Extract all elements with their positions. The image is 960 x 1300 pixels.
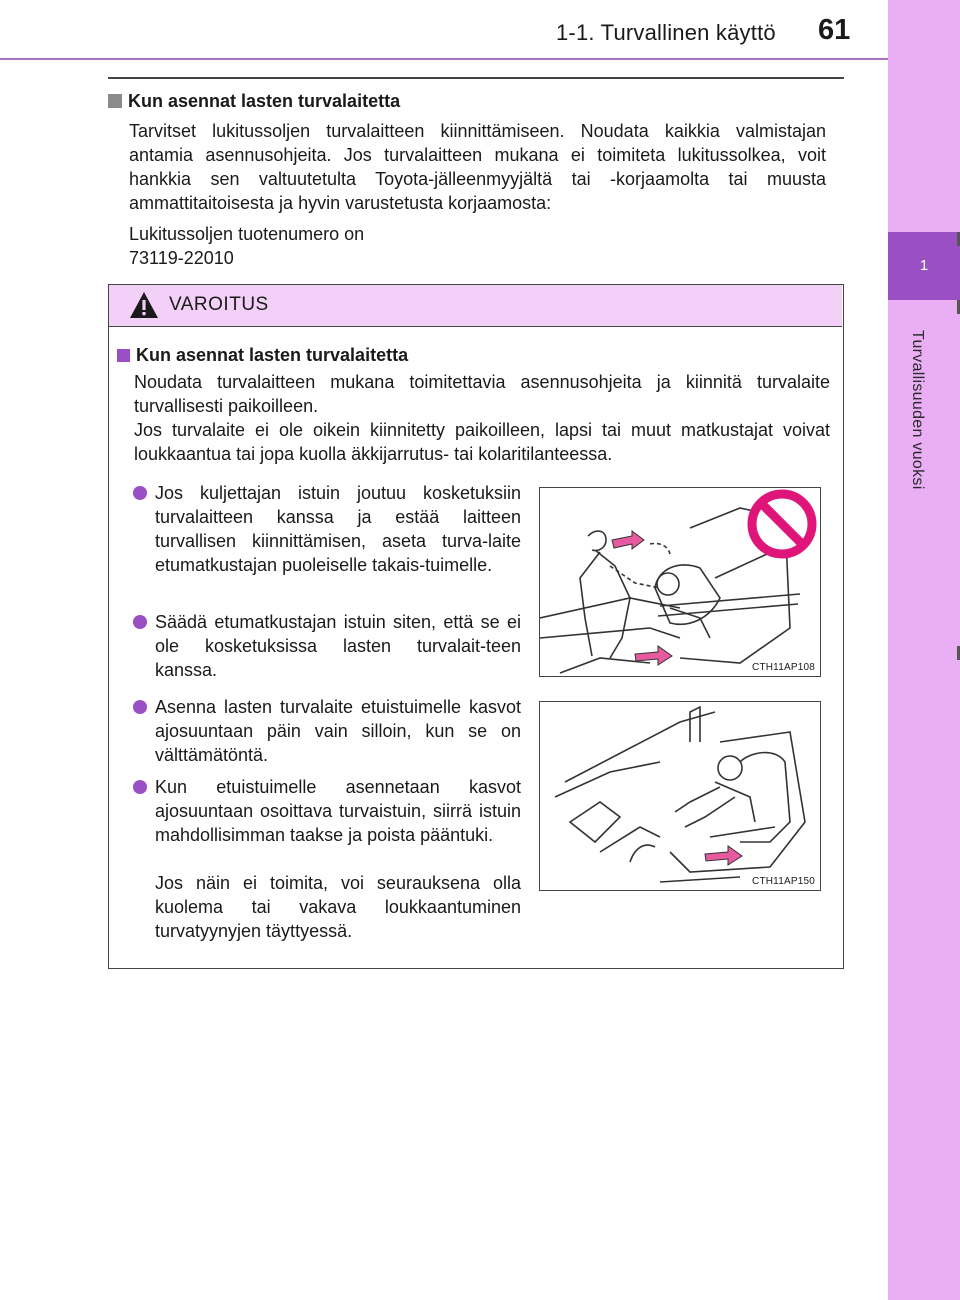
warning-box (108, 284, 844, 969)
list-item (133, 695, 521, 767)
section-heading-text: Kun asennat lasten turvalaitetta (128, 91, 401, 111)
bullet-dot-icon (133, 486, 147, 500)
figure-code: CTH11AP108 (752, 662, 815, 673)
chapter-side-tab (888, 0, 960, 1300)
list-item-text: Jos kuljettajan istuin joutuu kosketuksiin turvalaitteen kanssa ja estää laitteen turvallisen kiinnittämisen, aseta turva-laite etumatkustajan puoleiselle takais-tuimelle. (155, 483, 521, 575)
child-seat-rear-illustration (540, 488, 820, 676)
figure-child-seat-front (539, 701, 821, 891)
list-item (133, 775, 521, 847)
list-item (133, 481, 521, 577)
warning-paragraph: Noudata turvalaitteen mukana toimitettavia asennusohjeita ja kiinnitä turvalaite turvallisesti paikoilleen. (134, 372, 830, 416)
part-number: 73119-22010 (129, 248, 234, 268)
chapter-number-tab: 1 (888, 232, 960, 300)
warning-header (109, 285, 842, 327)
chapter-title: Turvallisuuden vuoksi (909, 330, 926, 490)
list-item-text: Kun etuistuimelle asennetaan kasvot ajosuuntaan osoittava turvaistuin, siirrä istuin mahdollisimman taakse ja poista pääntuki. (155, 777, 521, 845)
square-bullet-icon (117, 349, 130, 362)
header-divider (0, 58, 888, 60)
warning-paragraph: Jos turvalaite ei ole oikein kiinnitetty paikoilleen, lapsi tai muut matkustajat voivat loukkaantua tai jopa kuolla äkkijarrutus- tai kolaritilanteessa. (134, 420, 830, 464)
list-item (133, 610, 521, 682)
section-paragraph: Tarvitset lukitussoljen turvalaitteen kiinnittämiseen. Noudata kaikkia valmistajan antamia asennusohjeita. Jos turvalaitteen mukana ei toimiteta lukitussolkea, voit hankkia sen valtuutetulta Toyota-jälleenmyyjältä tai -korjaamolta tai muusta ammattitaitoisesta ja hyvin varustetusta korjaamosta: (129, 121, 826, 213)
list-item-text: Asenna lasten turvalaite etuistuimelle kasvot ajosuuntaan päin vain silloin, kun se on välttämätöntä. (155, 697, 521, 765)
warning-subheading (117, 345, 408, 366)
part-number-label: Lukitussoljen tuotenumero on (129, 224, 365, 244)
list-item-text: Säädä etumatkustajan istuin siten, että se ei ole kosketuksissa lasten turvalait-teen kanssa. (155, 612, 521, 680)
section-divider (108, 77, 844, 79)
square-bullet-icon (108, 94, 122, 108)
figure-code: CTH11AP150 (752, 876, 815, 887)
bullet-dot-icon (133, 700, 147, 714)
section-heading (108, 91, 400, 112)
bullet-dot-icon (133, 615, 147, 629)
page-section-title: 1-1. Turvallinen käyttö (556, 20, 776, 45)
warning-subheading-text: Kun asennat lasten turvalaitetta (136, 345, 409, 365)
warning-title: VAROITUS (169, 294, 269, 315)
figure-child-seat-rear (539, 487, 821, 677)
child-seat-front-illustration (540, 702, 820, 890)
bullet-dot-icon (133, 780, 147, 794)
page-number: 61 (818, 14, 851, 46)
list-item-continuation: Jos näin ei toimita, voi seurauksena olla kuolema tai vakava loukkaantuminen turvatyynyjen täyttyessä. (155, 873, 521, 941)
warning-triangle-icon (129, 291, 159, 319)
